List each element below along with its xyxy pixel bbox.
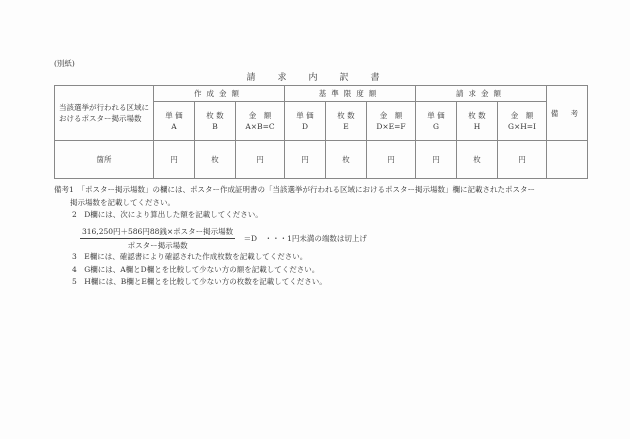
formula <box>80 226 367 251</box>
col-header-C: 金 額 A×B=C <box>236 102 285 141</box>
note-2: 2 D欄には、次により算出した額を記載してください。 <box>72 210 263 220</box>
table-row <box>55 141 588 179</box>
group-header-claim: 請求金額 <box>416 86 547 102</box>
note-4: 4 G欄には、A欄とD欄とを比較して少ない方の額を記載してください。 <box>72 264 320 274</box>
col-header-I: 金 額 G×H=I <box>498 102 547 141</box>
cell-G[interactable]: 円 <box>416 141 457 179</box>
group-header-production: 作成金額 <box>154 86 285 102</box>
col-header-B: 枚 数 B <box>195 102 236 141</box>
cell-B[interactable]: 枚 <box>195 141 236 179</box>
formula-fraction <box>80 226 235 251</box>
notes-section <box>54 184 535 222</box>
formula-numerator: 316,250円＋586円88銭×ポスター掲示場数 <box>80 226 235 239</box>
remarks-header: 備 考 <box>547 86 588 141</box>
document-title: 請求内訳書 <box>246 73 402 83</box>
formula-denominator: ポスター掲示場数 <box>127 241 188 250</box>
col-header-A: 単 価 A <box>154 102 195 141</box>
cell-I[interactable]: 円 <box>498 141 547 179</box>
notes-section-2 <box>54 251 327 289</box>
cell-A[interactable]: 円 <box>154 141 195 179</box>
cell-H[interactable]: 枚 <box>457 141 498 179</box>
note-1-cont: 掲示場数を記載してください。 <box>70 197 175 207</box>
note-1: 備考1 「ポスター掲示場数」の欄には、ポスター作成証明書の「当該選挙が行われる区域におけるポスター掲示場数」欄に記載されたポスター <box>54 185 536 194</box>
cell-C[interactable]: 円 <box>236 141 285 179</box>
billing-breakdown-table <box>54 85 588 179</box>
col-header-D: 単 価 D <box>285 102 326 141</box>
cell-F[interactable]: 円 <box>367 141 416 179</box>
attachment-label: (別紙) <box>54 59 75 68</box>
col-header-G: 単 価 G <box>416 102 457 141</box>
formula-result: ＝D ・・・1円未満の端数は切上げ <box>243 234 367 243</box>
group-header-limit: 基準限度額 <box>285 86 416 102</box>
note-5: 5 H欄には、B欄とE欄とを比較して少ない方の枚数を記載してください。 <box>72 277 327 287</box>
note-3: 3 E欄には、確認書により確認された作成枚数を記載してください。 <box>72 252 308 261</box>
col-header-H: 枚 数 H <box>457 102 498 141</box>
cell-remarks[interactable] <box>547 141 588 179</box>
col-header-E: 枚 数 E <box>326 102 367 141</box>
col-header-F: 金 額 D×E=F <box>367 102 416 141</box>
cell-area-count[interactable]: 箇所 <box>55 141 154 179</box>
cell-D[interactable]: 円 <box>285 141 326 179</box>
area-poster-count-header: 当該選挙が行われる区域におけるポスター掲示場数 <box>55 86 154 141</box>
cell-E[interactable]: 枚 <box>326 141 367 179</box>
